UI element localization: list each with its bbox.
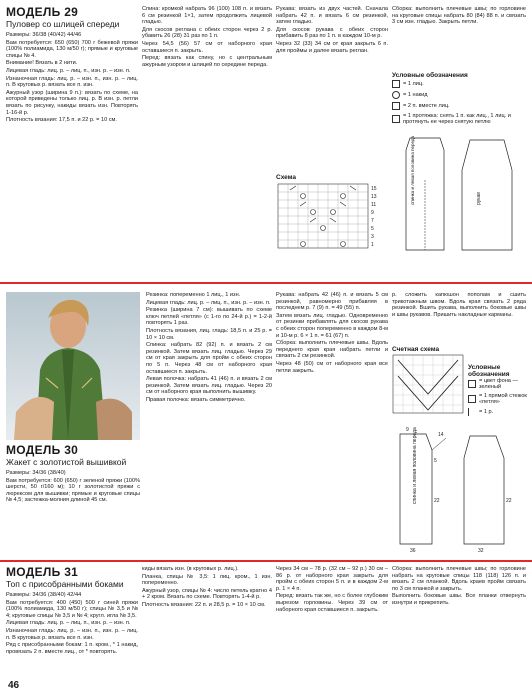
schema-row-13: 13 <box>371 194 377 200</box>
model30-text-2: Вам потребуется: 600 (650) г зеленой пряжи (100% шерсти, 50 г/160 м); 10 г золотистой пряжи с люрексом для вышивки; прямые и круговые спицы № 4,5; застежка-молния длиной 45 см. <box>6 477 140 504</box>
model29-knitting-schema <box>276 182 386 252</box>
model30-text-7: Спинка: набрать 82 (92) п. и вязать 2 см резинкой. Затем вязать лиц. гладью. Через 29 см от края закрыть для пройм с обеих сторон по 5 п. Через 48 см от наборного края оставшиеся п. закрыть. <box>146 342 272 375</box>
model31-text-3: Лицевая гладь: лиц. р. – лиц. п., изн. р. – изн. п. <box>6 620 131 627</box>
model31-title: МОДЕЛЬ 31 <box>6 566 79 579</box>
dim-label-5: 22 <box>506 498 512 504</box>
model31-subtitle: Топ с присобранными боками <box>6 579 124 589</box>
model29-text-14: Через 32 (33) 34 см от края закрыть 6 п. для проймы и далее вязать реглан. <box>276 40 388 54</box>
schema-row-5: 5 <box>371 226 374 232</box>
model29-text-12: Рукава: вязать из двух частей. Сначала набрать 42 п. и вязать 6 см резинкой, затем гладью. <box>276 6 388 26</box>
model29-text-13: Для скосов рукава с обеих сторон прибавить 8 раз по 1 п. в каждом 10-м р. <box>276 26 388 40</box>
legend-row-background: = цвет фона — зеленый <box>468 378 528 390</box>
model31-text-1: Размеры: 34/36 (38/40) 42/44 <box>6 592 82 598</box>
model30-legend <box>468 378 528 419</box>
model30-embroidery-chart <box>392 354 464 414</box>
background-symbol-icon <box>468 380 476 388</box>
model29-text-7: Плотность вязания: 17,5 п. и 22 р. = 10 см. <box>6 117 117 124</box>
page-number: 46 <box>8 680 20 691</box>
model30-back-label: спинка и левая половина переда <box>412 427 418 504</box>
model30-subtitle: Жакет с золотистой вышивкой <box>6 457 127 467</box>
model30-text-4: Лицевая гладь: лиц. р. – лиц. п., изн. р. – изн. п. <box>146 299 271 306</box>
model31-text-4: Изнаночная гладь: лиц. р. – изн. п., изн. р. – лиц. п. В круговых р. вязать все п. изн. <box>6 627 138 641</box>
model30-legend-title: Условные обозначения <box>468 364 510 378</box>
model31-text-13: Выполнить боковые швы. Все планки отвернуть изнутри и прикрепить. <box>392 593 526 606</box>
model29-text-4: Лицевая гладь: лиц. р. – лиц. п., изн. р. – изн. п. <box>6 67 131 74</box>
model31-text-8: Ажурный узор, спицы № 4: число петель кратно 4 + 2 кром. Вязать по схеме. Повторять 1-4-й р. <box>142 587 272 601</box>
model30-text-5: Резинка (ширина 7 см): вышивать по схеме ключ петлей «петля» (с 1-го по 24-й р.) = 1-2-й повторять 1 раз. <box>146 307 272 327</box>
model29-back-label: спинка и левая половина переда <box>410 135 415 205</box>
model30-text-12: Сборка: выполнить плечевые швы. Вдоль переднего края края набрать петли и связать 2 см резинкой. <box>276 340 388 360</box>
model29-text-6: Ажурный узор (ширина 9 п.): вязать по схеме, на которой приведены только лиц. р. В изн. р. петли вязать по рисунку, накиды вязать изн. Повторять 1-16-й р. <box>6 89 138 116</box>
model30-text-3: Резинка: попеременно 1 лиц., 1 изн. <box>146 292 241 298</box>
legend-row-row: = 1 р. <box>468 408 528 416</box>
dim-label-1: 9 <box>406 427 409 433</box>
woman-in-green-jacket-image <box>6 292 140 440</box>
model30-text-14: р. сложить капюшон пополам и сшить трикотажным швом. Вдоль края связать 2 ряда резинкой. Вшить рукава, выполнить боковые швы и швы рукавов. Пришить накладные карманы. <box>392 292 526 318</box>
model29-assembly: Сборка: выполнить плечевые швы; по горловине на круговые спицы набрать 80 (84) 88 п. и связать 3 см изн. гладью. Закрыть петли. <box>392 6 526 26</box>
model30-column-1 <box>6 444 140 554</box>
schema-row-3: 3 <box>371 234 374 240</box>
legend-row-stitch: = 1 прямой стежок «петля» <box>468 393 528 405</box>
model30-photo <box>6 292 140 440</box>
model29-schema-title: Схема <box>276 174 297 181</box>
model31-column-2 <box>142 566 272 692</box>
section-separator-2 <box>0 560 532 562</box>
schema-row-1: 1 <box>371 242 374 248</box>
model30-column-2 <box>146 292 272 554</box>
model31-text-9: Плотность вязания: 22 п. и 28,5 р. = 10 × 10 см. <box>142 601 266 608</box>
model31-text-2: Вам потребуется: 400 (450) 500 г синей пряжи (100% полиамида, 130 м/50 г); спицы № 3,5 и № 4; круговые спицы № 3,5 и № 4; кругл. игла № 3,5. <box>6 599 138 619</box>
model29-text-10: Через 54,5 (56) 57 см от наборного края оставшиеся п. закрыть. <box>142 40 272 54</box>
model30-column-3 <box>276 292 388 554</box>
row-symbol-icon <box>468 408 476 416</box>
model29-text-9: Для скосов реглана с обеих сторон через 2 р. убавить 26 (28) 31 раз по 1 п. <box>142 26 272 40</box>
model30-text-11: Затем вязать лиц. гладью. Одновременно от резинки прибавлять для скосов рукава с обеих сторон попеременно в каждом 8-м и 10-м р. 6 × 1 п. = 61 (67) п. <box>276 312 388 339</box>
k2tog-symbol-icon <box>392 102 400 110</box>
model30-text-8: Левая полочка: набрать 41 (46) п. и вязать 2 см резинкой. Затем вязать лиц. гладью. Через 20 см от наборного края выполнить вышивку. <box>146 376 272 396</box>
model29-text-2: Вам потребуется: 650 (650) 700 г бежевой пряжи (100% полиамида, 130 м/50 г); прямые и круговые спицы № 4. <box>6 39 138 59</box>
model29-garment-schematic <box>392 130 528 265</box>
model29-text-8: Спина: кромкой набрать 96 (100) 108 п. и вязать 6 см резинкой 1×1, затем продолжить лицевой гладью. <box>142 6 272 26</box>
schema-row-9: 9 <box>371 210 374 216</box>
model29-column-2 <box>142 6 272 271</box>
model29-column-1 <box>6 6 138 271</box>
model29-text-1: Размеры: 36/38 (40/42) 44/46 <box>6 32 82 38</box>
loop-stitch-symbol-icon <box>468 395 476 403</box>
model30-text-6: Плотность вязания, лиц. гладь: 18,5 п. и 25 р. = 10 × 10 см. <box>146 327 272 341</box>
section-separator-1 <box>0 282 532 284</box>
schema-row-7: 7 <box>371 218 374 224</box>
yarnover-symbol-icon <box>392 91 400 99</box>
dim-label-6: 36 <box>410 548 416 554</box>
model29-column-4 <box>392 6 526 66</box>
dim-label-2: 14 <box>438 432 444 438</box>
model30-column-4 <box>392 292 526 340</box>
model31-column-3 <box>276 566 388 692</box>
legend-row-knit: = 1 лиц. <box>392 80 526 88</box>
model29-title: МОДЕЛЬ 29 <box>6 6 79 19</box>
model29-subtitle: Пуловер со шлицей спереди <box>6 19 120 29</box>
model30-text-10: Рукава: набрать 42 (46) п. и вязать 5 см резинкой, равномерно прибавляя в последнем р. 7 (9) п. = 49 (55) п. <box>276 292 388 312</box>
model29-legend <box>392 80 526 128</box>
model31-column-4 <box>392 566 526 692</box>
model31-text-11: Перед: вязать так же, но с более глубоким вырезом горловины. Через 39 см от наборного края оставшиеся п. закрыть. <box>276 593 388 613</box>
model31-column-1 <box>6 566 138 676</box>
dim-label-4: 22 <box>434 498 440 504</box>
ssk-symbol-icon <box>392 115 400 123</box>
model29-legend-title: Условные обозначения <box>392 72 468 79</box>
model31-text-5: Ряд с присобранными бокам: 1 п. кром., * 1 накид, провязать 2 п. вместе лиц., от * повторять. <box>6 642 138 655</box>
schema-row-15: 15 <box>371 186 377 192</box>
model31-text-6: киды вязать изн. (в круговых р. лиц.). <box>142 566 239 572</box>
model29-column-3 <box>276 6 388 166</box>
dim-label-3: 5 <box>434 458 437 464</box>
model29-text-11: Перед: вязать как спину, но с центральным ажурным узором и шлицей по середине переда. <box>142 55 272 68</box>
knit-symbol-icon <box>392 80 400 88</box>
model31-text-10: Через 34 см – 78 р. (32 см – 92 р.) 30 см – 86 р. от наборного края закрыть для пройм с обеих сторон 5 п. и в каждом 2-м р. 1 × 4 п. <box>276 566 388 592</box>
model30-garment-schematic <box>392 422 528 554</box>
legend-row-k2tog: = 2 п. вместе лиц. <box>392 102 526 110</box>
model29-sleeve-label: рукав <box>476 192 482 205</box>
model31-text-7: Планка, спицы № 3,5: 1 лиц. кром., 1 изн. попеременно. <box>142 573 272 587</box>
model30-chart-title: Счетная схема <box>392 346 440 353</box>
model29-text-5: Изнаночная гладь: лиц. р. – изн. п., изн. р. – лиц. п. В круговых р. вязать все п. изн. <box>6 75 138 89</box>
model30-text-9: Правая полочка: вязать симметрично. <box>146 396 246 403</box>
legend-row-ssk: = 1 протяжка: снять 1 п. как лиц., 1 лиц. и протянуть ее через снятую петлю <box>392 113 526 125</box>
model30-text-1: Размеры: 34/36 (38/40) <box>6 470 66 476</box>
dim-label-7: 32 <box>478 548 484 554</box>
model30-text-13: Через 48 (50) см от наборного края все петли закрыть. <box>276 360 388 374</box>
model29-text-3: Внимание! Вязать в 2 нити. <box>6 60 78 67</box>
model31-text-12: Сборка: выполнить плечевые швы; по горловине набрать на круговые спицы 118 (118) 126 п. и вязать 2 см планкой. Вдоль краев пройм связать по 3 см планкой и закрыть. <box>392 566 526 592</box>
model30-title: МОДЕЛЬ 30 <box>6 444 79 457</box>
legend-row-yarnover: = 1 накид <box>392 91 526 99</box>
schema-row-11: 11 <box>371 202 377 208</box>
